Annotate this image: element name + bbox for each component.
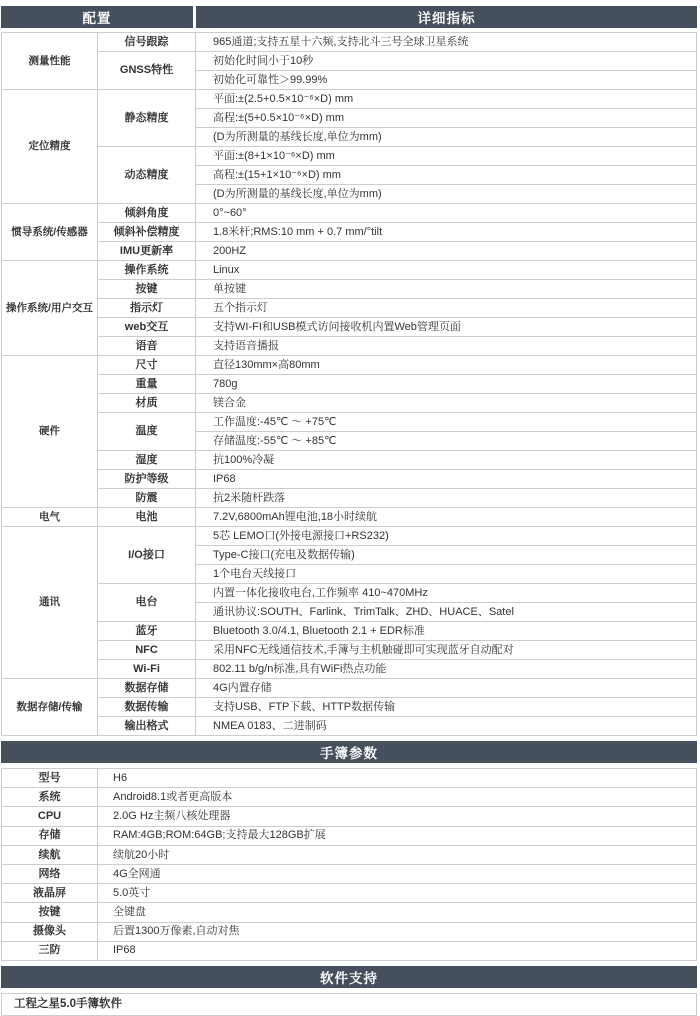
spec-value-cell: 镁合金 (196, 394, 697, 413)
spec-row (2, 280, 697, 299)
spec-attr-cell: 按键 (98, 280, 196, 299)
spec-attr-cell: 材质 (98, 394, 196, 413)
spec-attr-cell: 防护等级 (98, 470, 196, 489)
spec-attr-cell: 静态精度 (98, 90, 196, 147)
spec-attr-cell: 电池 (98, 508, 196, 527)
spec-value-cell: 工作温度:-45℃ ～ +75℃ (196, 413, 697, 432)
spec-row (2, 698, 697, 717)
handheld-value-cell: RAM:4GB;ROM:64GB;支持最大128GB扩展 (98, 826, 697, 845)
spec-value-cell: 802.11 b/g/n标准,具有WiFi热点功能 (196, 660, 697, 679)
spec-attr-cell: 操作系统 (98, 261, 196, 280)
handheld-row (2, 864, 697, 883)
handheld-label-cell: 三防 (2, 941, 98, 960)
spec-attr-cell: 防震 (98, 489, 196, 508)
spec-table (1, 32, 697, 736)
spec-value-cell: Type-C接口(充电及数据传输) (196, 546, 697, 565)
spec-value-cell: 初始化可靠性＞99.99% (196, 71, 697, 90)
spec-row (2, 508, 697, 527)
spec-category-cell: 硬件 (2, 356, 98, 508)
spec-value-cell: 1.8米杆;RMS:10 mm + 0.7 mm/°tilt (196, 223, 697, 242)
handheld-label-cell: 液晶屏 (2, 884, 98, 903)
spec-row (2, 413, 697, 432)
spec-row (2, 394, 697, 413)
spec-value-cell: 780g (196, 375, 697, 394)
spec-row (2, 52, 697, 71)
handheld-label-cell: CPU (2, 807, 98, 826)
spec-row (2, 451, 697, 470)
spec-row (2, 470, 697, 489)
spec-row (2, 261, 697, 280)
handheld-row (2, 903, 697, 922)
header-detail-label: 详细指标 (196, 6, 697, 28)
handheld-label-cell: 系统 (2, 788, 98, 807)
spec-row (2, 584, 697, 603)
spec-row (2, 375, 697, 394)
spec-value-cell: 初始化时间小于10秒 (196, 52, 697, 71)
spec-attr-cell: 温度 (98, 413, 196, 451)
spec-value-cell: Bluetooth 3.0/4.1, Bluetooth 2.1 + EDR标准 (196, 622, 697, 641)
spec-row (2, 90, 697, 109)
spec-attr-cell: 电台 (98, 584, 196, 622)
spec-value-cell: 内置一体化接收电台,工作频率 410~470MHz (196, 584, 697, 603)
handheld-table (1, 768, 697, 961)
spec-row (2, 147, 697, 166)
spec-row (2, 318, 697, 337)
spec-row (2, 299, 697, 318)
spec-attr-cell: web交互 (98, 318, 196, 337)
spec-attr-cell: I/O接口 (98, 527, 196, 584)
spec-attr-cell: 尺寸 (98, 356, 196, 375)
handheld-label-cell: 网络 (2, 864, 98, 883)
handheld-label-cell: 存储 (2, 826, 98, 845)
software-section-bar (1, 966, 697, 988)
handheld-value-cell: 全键盘 (98, 903, 697, 922)
handheld-row (2, 922, 697, 941)
spec-row (2, 204, 697, 223)
spec-row (2, 33, 697, 52)
spec-row (2, 242, 697, 261)
spec-value-cell: (D为所测量的基线长度,单位为mm) (196, 185, 697, 204)
spec-value-cell: 抗2米随杆跌落 (196, 489, 697, 508)
spec-attr-cell: 指示灯 (98, 299, 196, 318)
handheld-value-cell: 5.0英寸 (98, 884, 697, 903)
spec-value-cell: 高程:±(15+1×10⁻⁶×D) mm (196, 166, 697, 185)
spec-row (2, 356, 697, 375)
spec-attr-cell: 重量 (98, 375, 196, 394)
spec-value-cell: 200HZ (196, 242, 697, 261)
spec-row (2, 489, 697, 508)
spec-value-cell: 通讯协议:SOUTH、Farlink、TrimTalk、ZHD、HUACE、Satel (196, 603, 697, 622)
spec-value-cell: (D为所测量的基线长度,单位为mm) (196, 128, 697, 147)
handheld-value-cell: IP68 (98, 941, 697, 960)
handheld-label-cell: 续航 (2, 845, 98, 864)
handheld-value-cell: 4G全网通 (98, 864, 697, 883)
spec-attr-cell: 蓝牙 (98, 622, 196, 641)
handheld-row (2, 845, 697, 864)
handheld-label-cell: 按键 (2, 903, 98, 922)
spec-attr-cell: 倾斜补偿精度 (98, 223, 196, 242)
handheld-row (2, 826, 697, 845)
spec-attr-cell: IMU更新率 (98, 242, 196, 261)
spec-category-cell: 数据存储/传输 (2, 679, 98, 736)
handheld-value-cell: H6 (98, 769, 697, 788)
spec-attr-cell: Wi-Fi (98, 660, 196, 679)
spec-value-cell: 平面:±(8+1×10⁻⁶×D) mm (196, 147, 697, 166)
spec-attr-cell: 数据传输 (98, 698, 196, 717)
header-config-label: 配置 (1, 6, 193, 28)
spec-attr-cell: 语音 (98, 337, 196, 356)
spec-row (2, 622, 697, 641)
spec-attr-cell: 数据存储 (98, 679, 196, 698)
spec-value-cell: NMEA 0183、二进制码 (196, 717, 697, 736)
spec-value-cell: 抗100%冷凝 (196, 451, 697, 470)
handheld-value-cell: 续航20小时 (98, 845, 697, 864)
handheld-section-bar (1, 741, 697, 763)
spec-row (2, 223, 697, 242)
handheld-value-cell: 2.0G Hz主频八核处理器 (98, 807, 697, 826)
spec-value-cell: 0°~60° (196, 204, 697, 223)
handheld-row (2, 769, 697, 788)
handheld-row (2, 788, 697, 807)
spec-category-cell: 通讯 (2, 527, 98, 679)
spec-attr-cell: NFC (98, 641, 196, 660)
handheld-row (2, 884, 697, 903)
spec-category-cell: 测量性能 (2, 33, 98, 90)
spec-value-cell: 五个指示灯 (196, 299, 697, 318)
handheld-value-cell: 后置1300万像素,自动对焦 (98, 922, 697, 941)
spec-value-cell: 965通道;支持五星十六频,支持北斗三号全球卫星系统 (196, 33, 697, 52)
software-section-title: 软件支持 (1, 966, 697, 988)
spec-attr-cell: GNSS特性 (98, 52, 196, 90)
handheld-label-cell: 摄像头 (2, 922, 98, 941)
main-header-bar (1, 6, 697, 28)
handheld-section-title: 手簿参数 (1, 741, 697, 763)
spec-row (2, 527, 697, 546)
handheld-value-cell: Android8.1或者更高版本 (98, 788, 697, 807)
spec-value-cell: 高程:±(5+0.5×10⁻⁶×D) mm (196, 109, 697, 128)
spec-value-cell: 支持WI-FI和USB模式访问接收机内置Web管理页面 (196, 318, 697, 337)
spec-value-cell: 平面:±(2.5+0.5×10⁻⁶×D) mm (196, 90, 697, 109)
spec-category-cell: 操作系统/用户交互 (2, 261, 98, 356)
spec-value-cell: 支持USB、FTP下载、HTTP数据传输 (196, 698, 697, 717)
spec-value-cell: 存储温度:-55℃ ～ +85℃ (196, 432, 697, 451)
spec-attr-cell: 动态精度 (98, 147, 196, 204)
spec-value-cell: 7.2V,6800mAh锂电池,18小时续航 (196, 508, 697, 527)
spec-category-cell: 惯导系统/传感器 (2, 204, 98, 261)
spec-row (2, 337, 697, 356)
handheld-table-body (2, 769, 697, 961)
spec-row (2, 641, 697, 660)
spec-value-cell: 单按键 (196, 280, 697, 299)
spec-value-cell: IP68 (196, 470, 697, 489)
spec-row (2, 660, 697, 679)
spec-value-cell: 支持语音播报 (196, 337, 697, 356)
spec-category-cell: 电气 (2, 508, 98, 527)
spec-row (2, 679, 697, 698)
software-item: 工程之星5.0手簿软件 (1, 993, 697, 1016)
handheld-row (2, 941, 697, 960)
spec-attr-cell: 输出格式 (98, 717, 196, 736)
spec-value-cell: 直径130mm×高80mm (196, 356, 697, 375)
spec-category-cell: 定位精度 (2, 90, 98, 204)
spec-attr-cell: 湿度 (98, 451, 196, 470)
spec-value-cell: 1个电台天线接口 (196, 565, 697, 584)
spec-value-cell: Linux (196, 261, 697, 280)
handheld-row (2, 807, 697, 826)
spec-value-cell: 采用NFC无线通信技术,手簿与主机触碰即可实现蓝牙自动配对 (196, 641, 697, 660)
spec-value-cell: 5芯 LEMO口(外接电源接口+RS232) (196, 527, 697, 546)
spec-row (2, 717, 697, 736)
spec-table-body (2, 33, 697, 736)
spec-attr-cell: 倾斜角度 (98, 204, 196, 223)
spec-attr-cell: 信号跟踪 (98, 33, 196, 52)
spec-value-cell: 4G内置存储 (196, 679, 697, 698)
handheld-label-cell: 型号 (2, 769, 98, 788)
